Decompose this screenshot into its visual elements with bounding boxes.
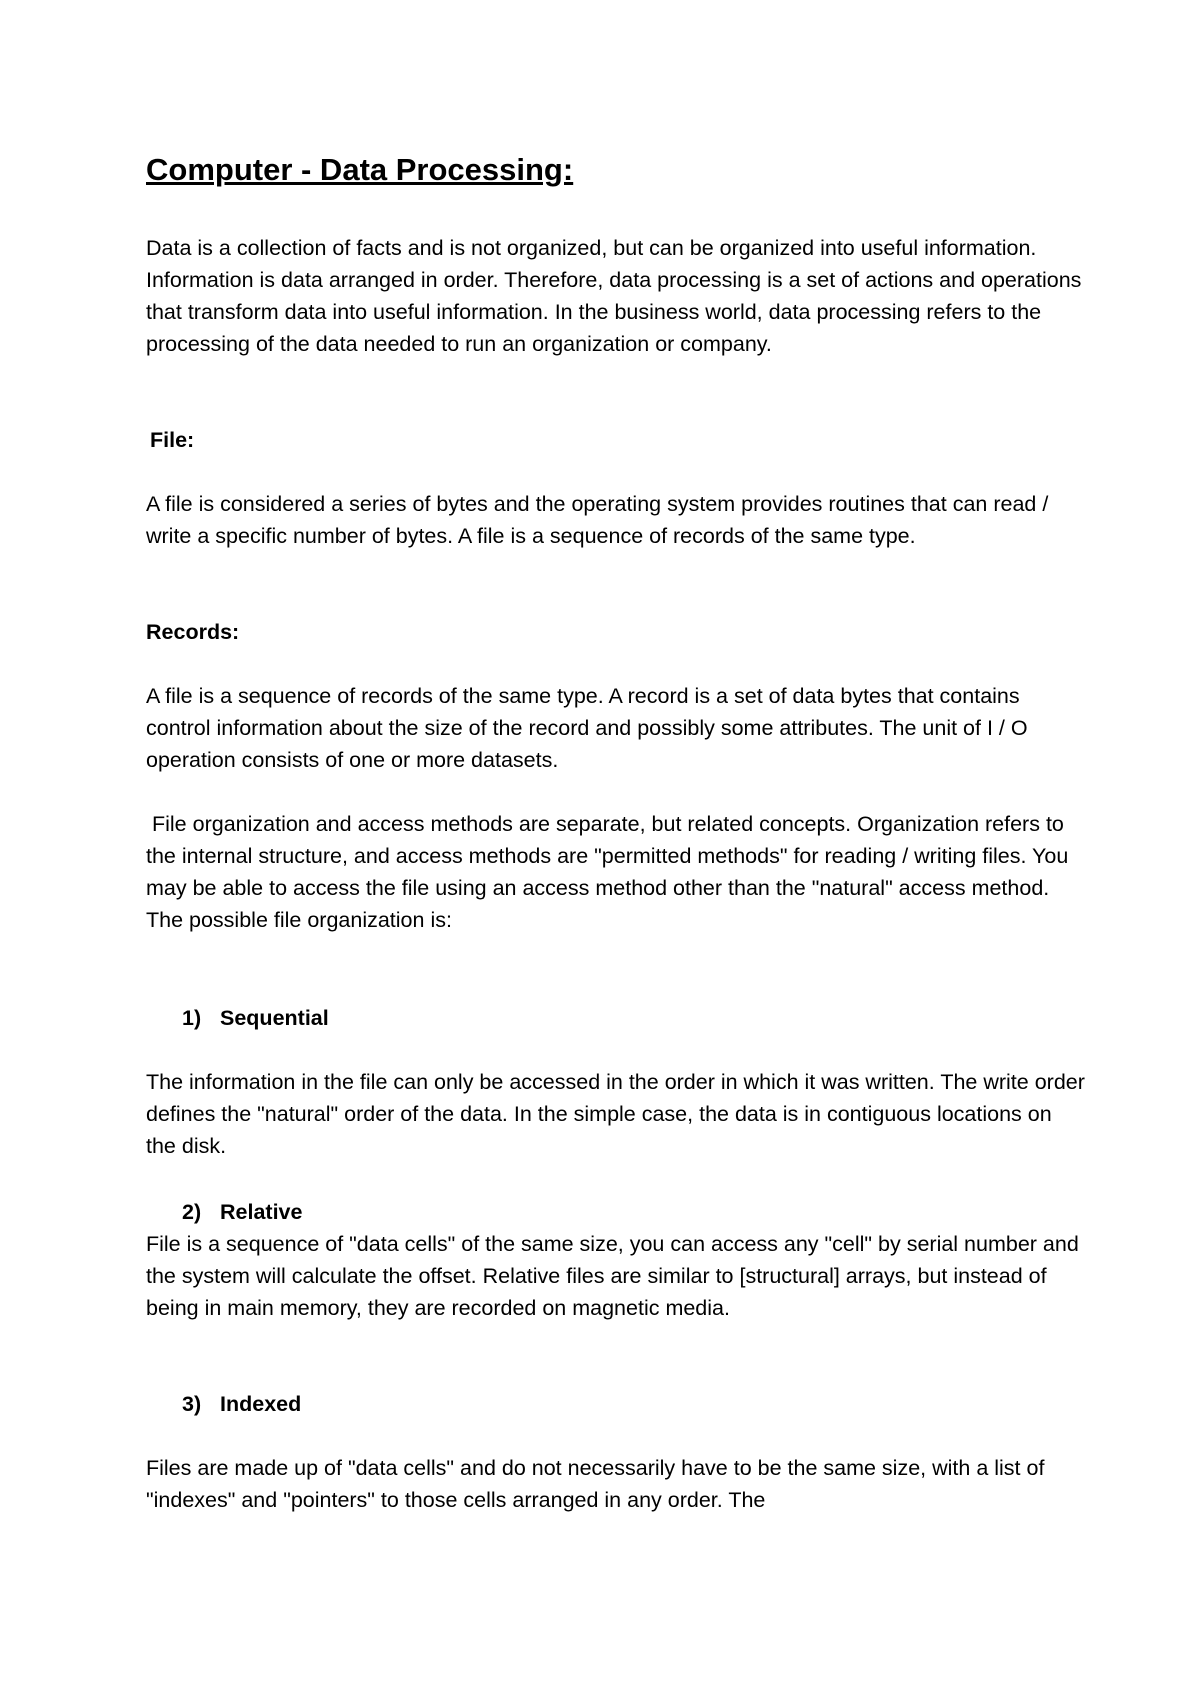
section-number: 3) [182,1392,202,1416]
records-paragraph: A file is a sequence of records of the same type. A record is a set of data bytes that contains control information about the size of the record and possibly some attributes. The unit of I / O operation consists of one or more datasets. [146,684,1028,772]
section-number: 1) [182,1006,202,1030]
intro-paragraph: Data is a collection of facts and is not organized, but can be organized into useful information. Information is data arranged in order. Therefore, data processing is a set of actions and operations that transform data into useful information. In the business world, data processing refers to the processing of the data needed to run an organization or company. [146,236,1082,356]
relative-paragraph: File is a sequence of "data cells" of the same size, you can access any "cell" by serial number and the system will calculate the offset. Relative files are similar to [structural] arrays, but instead of being in main memory, they are recorded on magnetic media. [146,1232,1079,1320]
section-heading-relative [182,1196,1122,1228]
records-heading: Records: [146,620,240,644]
sequential-paragraph: The information in the file can only be accessed in the order in which it was written. The write order defines the "natural" order of the data. In the simple case, the data is in contiguous locations on the disk. [146,1070,1085,1158]
section-title: Sequential [220,1006,329,1030]
organization-paragraph: File organization and access methods are separate, but related concepts. Organization refers to the internal structure, and access methods are "permitted methods" for reading / writing files. You may be able to access the file using an access method other than the "natural" access method. The possible file organization is: [146,812,1069,932]
section-heading-sequential [182,1002,1122,1034]
section-heading-indexed [182,1388,1122,1420]
section-title: Relative [220,1200,303,1224]
indexed-paragraph: Files are made up of "data cells" and do not necessarily have to be the same size, with a list of "indexes" and "pointers" to those cells arranged in any order. The [146,1456,1045,1512]
section-title: Indexed [220,1392,302,1416]
section-number: 2) [182,1200,202,1224]
file-heading: File: [150,428,195,452]
page-title: Computer - Data Processing: [146,152,574,187]
file-paragraph: A file is considered a series of bytes and the operating system provides routines that can read / write a specific number of bytes. A file is a sequence of records of the same type. [146,492,1049,548]
